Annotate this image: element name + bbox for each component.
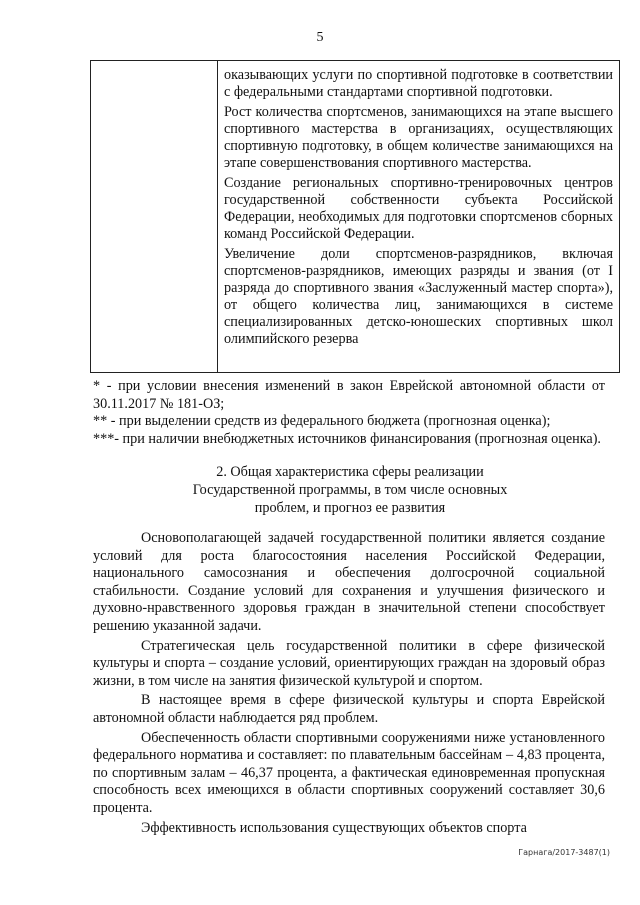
indicators-table — [90, 60, 620, 373]
section-heading-line: проблем, и прогноз ее развития — [254, 500, 446, 516]
body-paragraph: В настоящее время в сфере физической культуры и спорта Еврейской автономной области наблюдается ряд проблем. — [93, 692, 605, 726]
table-cell-results — [224, 67, 613, 351]
section-heading-line: 2. Общая характеристика сферы реализации — [216, 464, 484, 480]
page-number: 5 — [316, 30, 324, 45]
table-paragraph: Создание региональных спортивно-тренировочных центров государственной собственности субъекта Российской Федерации, необходимых для подготовки спортсменов сборных команд Российской Федерации. — [224, 175, 613, 242]
document-code: Гарнага/2017-3487(1) — [518, 848, 610, 857]
body-paragraph: Стратегическая цель государственной политики в сфере физической культуры и спорта – создание условий, ориентирующих граждан на здоровый образ жизни, в том числе на занятия физической культурой и спортом. — [93, 637, 605, 689]
table-paragraph: Увеличение доли спортсменов-разрядников, включая спортсменов-разрядников, имеющих разряды и звания (от I разряда до спортивного звания «Заслуженный мастер спорта»), от общего количества лиц, занимающихся в системе специализированных детско-юношеских спортивных школ олимпийского резерва — [224, 246, 613, 347]
body-paragraph: Основополагающей задачей государственной политики является создание условий для роста благосостояния населения Российской Федерации, национального самосознания и обеспечения долгосрочной социальной стабильности. Создание условий для сохранения и улучшения физического и духовно-нравственного здоровья граждан в значительной степени способствует решению указанной задачи. — [93, 530, 605, 634]
body-paragraph: Обеспеченность области спортивными сооружениями ниже установленного федерального норматива и составляет: по плавательным бассейнам – 4,83 процента, по спортивным залам – 46,37 процента, а фактическая единовременная пропускная способность всех имеющихся в области спортивных сооружений составляет 30,6 процента. — [93, 729, 605, 816]
section-heading — [130, 463, 570, 517]
body-paragraph: Эффективность использования существующих объектов спорта — [141, 819, 527, 836]
footnote: * - при условии внесения изменений в закон Еврейской автономной области от 30.11.2017 № 181-ОЗ; — [93, 378, 605, 412]
footnote: ** - при выделении средств из федерального бюджета (прогнозная оценка); — [93, 413, 551, 429]
footnotes — [93, 378, 605, 448]
table-paragraph: Рост количества спортсменов, занимающихся на этапе высшего спортивного мастерства в организациях, осуществляющих спортивную подготовку, в общем количестве занимающихся на этапе совершенствования спортивного мастерства. — [224, 104, 613, 171]
table-column-divider — [217, 61, 218, 372]
footnote: ***- при наличии внебюджетных источников финансирования (прогнозная оценка). — [93, 430, 601, 447]
section-heading-line: Государственной программы, в том числе основных — [192, 482, 508, 498]
body-text — [93, 530, 605, 839]
table-paragraph: оказывающих услуги по спортивной подготовке в соответствии с федеральными стандартами спортивной подготовки. — [224, 67, 613, 100]
